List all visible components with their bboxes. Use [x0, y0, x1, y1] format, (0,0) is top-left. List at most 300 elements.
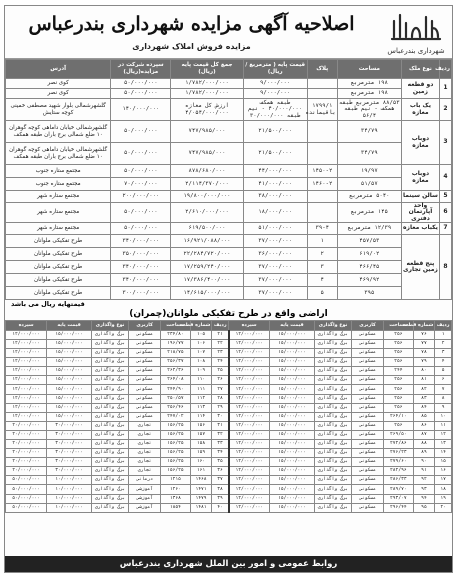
column-header: مساحت — [161, 320, 190, 330]
property-area: ۳۹۵ — [337, 286, 401, 299]
property-area: ۱۲/۳۹ مترمربع — [337, 222, 401, 234]
property-plaque: ۵ — [307, 286, 337, 299]
lot-row — [6, 430, 452, 439]
lot-cell: ۳۸ — [212, 485, 229, 494]
column-header: ردیف — [212, 320, 229, 330]
lot-cell: ۲۷ — [212, 385, 229, 394]
property-plaque: ۱۷۹۹/۱ باقیمانده — [307, 99, 337, 121]
property-total: ۱۷/۲۵۹/۲۴۰/۰۰۰ — [171, 260, 243, 273]
lot-cell: برگ واگذاری — [314, 430, 351, 439]
lot-cell: مسکونی — [352, 403, 384, 412]
lot-cell: ۱۵/۰۰۰/۰۰۰ — [47, 412, 92, 421]
lot-cell: برگ واگذاری — [314, 458, 351, 467]
property-price: ۳۷/۰۰۰/۰۰۰ — [243, 260, 307, 273]
row-number: 2 — [439, 99, 451, 121]
lot-cell: برگ واگذاری — [314, 367, 351, 376]
lot-cell: ۱۵/۰۰۰/۰۰۰ — [270, 485, 315, 494]
lot-cell: ۱۵۶/۲۵ — [161, 449, 190, 458]
property-plaque: ۳ — [307, 260, 337, 273]
lot-cell: درمانی — [129, 476, 161, 485]
property-address: گلشهرشمالی خیابان داماهی کوچه گوهران ۱۰ ضلع شمالی برج باران طبقه همکف — [6, 143, 111, 165]
property-plaque — [307, 143, 337, 165]
property-row — [6, 178, 452, 191]
lot-cell: ۱۵/۰۰۰/۰۰۰ — [270, 376, 315, 385]
property-area: ۱۹/۹۷ — [337, 165, 401, 178]
lot-cell: ۱۲/۰۰۰/۰۰۰ — [229, 476, 270, 485]
lot-cell: ۱۰/۰۰۰/۰۰۰ — [47, 503, 92, 512]
property-deposit: ۵۰/۰۰۰/۰۰۰ — [111, 203, 171, 223]
lot-cell: تجاری — [129, 440, 161, 449]
property-deposit: ۲۰۰/۰۰۰/۰۰۰ — [111, 191, 171, 203]
property-price: ۹/۰۰۰/۰۰۰ — [243, 79, 307, 89]
property-row — [6, 222, 452, 234]
lot-cell: ۲۸ — [212, 394, 229, 403]
lot-cell: آموزشی — [129, 503, 161, 512]
lot-cell: تجاری — [129, 449, 161, 458]
lot-cell: ۱۴۷۱ — [190, 485, 212, 494]
property-deposit: ۳۴۰/۰۰۰/۰۰۰ — [111, 260, 171, 273]
lot-cell: ۱۵۶/۲۵ — [161, 440, 190, 449]
lot-cell: ۱۲/۰۰۰/۰۰۰ — [229, 376, 270, 385]
logo-emblem-icon — [388, 9, 444, 43]
lot-cell: ۱۲۱۵ — [161, 476, 190, 485]
column-header: مساحت — [384, 320, 413, 330]
property-plaque: ۲ — [307, 247, 337, 260]
lots-table — [5, 320, 452, 513]
lot-cell: ۱۵/۰۰۰/۰۰۰ — [270, 367, 315, 376]
lot-cell: مسکونی — [352, 394, 384, 403]
column-header: شماره قطعه — [190, 320, 212, 330]
lot-cell: ۱۲/۰۰۰/۰۰۰ — [229, 421, 270, 430]
lot-cell: ۱۶۰ — [190, 458, 212, 467]
property-deposit: ۱۴۰/۰۰۰/۰۰۰ — [111, 99, 171, 121]
lot-row — [6, 403, 452, 412]
lot-cell: برگ واگذاری — [91, 440, 128, 449]
lot-cell: ۱۲/۰۰۰/۰۰۰ — [6, 339, 47, 348]
lot-row — [6, 358, 452, 367]
lot-cell: ۱۴۷۹ — [190, 494, 212, 503]
lot-cell: ۱۲/۰۰۰/۰۰۰ — [6, 367, 47, 376]
lot-cell: ۵۰/۰۰۰/۰۰۰ — [6, 503, 47, 512]
lot-cell: ۱۸ — [435, 485, 452, 494]
lot-cell: مسکونی — [352, 367, 384, 376]
property-price: ۲۱/۵۰۰/۰۰۰ — [243, 143, 307, 165]
property-row — [6, 234, 452, 247]
lot-cell: برگ واگذاری — [91, 476, 128, 485]
lot-cell: ۳۷ — [212, 476, 229, 485]
lot-cell: ۸۸ — [413, 440, 435, 449]
property-area: ۸۸/۵۳ مترمربع طبقه همکف - نیم طبقه ۵۶/۴ — [339, 100, 400, 119]
property-row — [6, 89, 452, 99]
lot-cell: ۳۳ — [212, 440, 229, 449]
lot-cell: مسکونی — [129, 403, 161, 412]
lot-cell: ۱۲/۰۰۰/۰۰۰ — [229, 458, 270, 467]
lot-cell: ۴ — [435, 358, 452, 367]
lot-cell: مسکونی — [352, 467, 384, 476]
lot-cell: برگ واگذاری — [314, 449, 351, 458]
lot-cell: ۲۵۶ — [384, 330, 413, 339]
property-address: طرح تفکیکی ملوانان — [6, 247, 111, 260]
property-row — [6, 203, 452, 223]
property-plaque: ۱ — [307, 234, 337, 247]
lot-cell: ۱۲/۰۰۰/۰۰۰ — [229, 467, 270, 476]
column-header: نوع واگذاری — [91, 320, 128, 330]
property-area: ۱۹۸ مترمربع — [337, 89, 401, 99]
lot-cell: برگ واگذاری — [91, 485, 128, 494]
lot-cell: برگ واگذاری — [91, 494, 128, 503]
lot-cell: ۲۰/۰۰۰/۰۰۰ — [6, 467, 47, 476]
property-type: دوباب مغازه — [401, 165, 439, 191]
column-header: قیمت پایه — [47, 320, 92, 330]
lot-cell: تجاری — [129, 421, 161, 430]
lot-row — [6, 412, 452, 421]
lot-cell: ۱۱۱ — [190, 385, 212, 394]
lot-cell: برگ واگذاری — [91, 503, 128, 512]
property-total: ۱۷/۳۸۶/۴۰۰/۰۰۰ — [171, 273, 243, 286]
property-type: پنج قطعه زمین تجاری — [401, 234, 439, 299]
property-total: ۲۲/۲۸۴/۷۲۰/۰۰۰ — [171, 247, 243, 260]
lot-cell: ۳۵ — [212, 458, 229, 467]
column-header: نوع واگذاری — [314, 320, 351, 330]
property-plaque: ۳۹-۴ — [307, 222, 337, 234]
lot-cell: برگ واگذاری — [314, 394, 351, 403]
lot-cell: تجاری — [129, 458, 161, 467]
lot-cell: ۱۲/۰۰۰/۰۰۰ — [229, 449, 270, 458]
lot-cell: ۲۳۴/۸۰ — [161, 330, 190, 339]
property-deposit: ۵۰/۰۰۰/۰۰۰ — [111, 165, 171, 178]
lot-cell: ۱۲/۰۰۰/۰۰۰ — [6, 412, 47, 421]
lot-cell: مسکونی — [129, 367, 161, 376]
lot-cell: ۱۵۶/۲۵ — [161, 430, 190, 439]
row-number: 1 — [439, 79, 451, 99]
property-total: ۲/۶۱۰/۰۰۰/۰۰۰ — [171, 203, 243, 223]
lot-cell: ۱۵/۰۰۰/۰۰۰ — [270, 494, 315, 503]
lot-row — [6, 330, 452, 339]
lot-row — [6, 449, 452, 458]
lot-cell: مسکونی — [352, 476, 384, 485]
property-area: ۳۴/۷۹ — [337, 121, 401, 143]
lot-cell: ۱۳۶۸ — [161, 494, 190, 503]
property-address: مجتمع ستاره جنوب — [6, 178, 111, 191]
lot-cell: ۱۵/۰۰۰/۰۰۰ — [47, 394, 92, 403]
row-number: 6 — [439, 203, 451, 223]
lot-cell: ۱۰۹ — [190, 367, 212, 376]
lot-cell: ۸۱ — [413, 376, 435, 385]
lot-cell: برگ واگذاری — [314, 503, 351, 512]
lot-cell: ۱۲/۰۰۰/۰۰۰ — [229, 403, 270, 412]
lot-cell: برگ واگذاری — [314, 485, 351, 494]
lot-cell: برگ واگذاری — [314, 440, 351, 449]
property-price: طبقه همکف ۴۰/۰۰۰/۰۰۰ - نیم طبقه ۳۰/۰۰۰/۰۰۰ — [243, 99, 307, 121]
lot-cell: ۱۶ — [435, 467, 452, 476]
column-header: پلاک — [307, 60, 337, 79]
lot-cell: ۸۵ — [413, 412, 435, 421]
lot-cell: ۱۵/۰۰۰/۰۰۰ — [47, 376, 92, 385]
property-plaque: ۴ — [307, 273, 337, 286]
lot-cell: برگ واگذاری — [314, 358, 351, 367]
property-total: ۱/۷۸۲/۰۰۰/۰۰۰ — [171, 79, 243, 89]
row-number: 4 — [439, 165, 451, 191]
property-price: ۳۷/۰۰۰/۰۰۰ — [243, 234, 307, 247]
lot-cell: ۲۴۷/۰۲ — [161, 412, 190, 421]
property-plaque — [307, 89, 337, 99]
lot-cell: ۹۵ — [413, 503, 435, 512]
lot-cell: ۱۲/۰۰۰/۰۰۰ — [6, 376, 47, 385]
column-header: قیمت پایه ( مترمربع /ریال) — [243, 60, 307, 79]
lot-cell: برگ واگذاری — [314, 494, 351, 503]
currency-note: قیمتهایه ریال می باشد — [11, 299, 85, 308]
lot-row — [6, 349, 452, 358]
lot-cell: ۱۵/۰۰۰/۰۰۰ — [270, 467, 315, 476]
lot-cell: ۱۲/۰۰۰/۰۰۰ — [6, 349, 47, 358]
lot-cell: ۲۰/۰۰۰/۰۰۰ — [6, 458, 47, 467]
lot-cell: ۱۰/۰۰۰/۰۰۰ — [47, 494, 92, 503]
lot-row — [6, 394, 452, 403]
property-row — [6, 79, 452, 89]
lot-cell: ۲۵۶ — [384, 394, 413, 403]
property-deposit: ۷۰/۰۰۰/۰۰۰ — [111, 178, 171, 191]
lot-cell: ۱۲/۰۰۰/۰۰۰ — [229, 339, 270, 348]
lot-cell: ۱۹ — [435, 494, 452, 503]
property-type: واحد آپارتمان دفتری — [401, 203, 439, 223]
property-address: طرح تفکیکی ملوانان — [6, 234, 111, 247]
lot-row — [6, 503, 452, 512]
lot-cell: ۹۲ — [413, 476, 435, 485]
property-total: ۱/۷۸۲/۰۰۰/۰۰۰ — [171, 89, 243, 99]
lot-cell: ۵۰/۰۰۰/۰۰۰ — [6, 476, 47, 485]
column-header: نوع ملک — [401, 60, 439, 79]
property-address: طرح تفکیکی ملوانان — [6, 273, 111, 286]
lot-cell: ۲۵۶/۴۶ — [161, 403, 190, 412]
property-row — [6, 286, 452, 299]
property-price: ۲۱/۵۰۰/۰۰۰ — [243, 121, 307, 143]
lot-cell: ۳۰/۰۰۰/۰۰۰ — [47, 430, 92, 439]
ad-subtitle: مزایده فروش املاک شهرداری — [132, 42, 251, 51]
lot-cell: ۳۰/۰۰۰/۰۰۰ — [47, 467, 92, 476]
lot-cell: ۹۰ — [413, 458, 435, 467]
property-total: ۸۷۸/۶۸۰/۰۰۰ — [171, 165, 243, 178]
lot-cell: ۸۹ — [413, 449, 435, 458]
lot-cell: ۱۹۶/۷۷ — [161, 339, 190, 348]
lot-cell: ۷۶ — [413, 330, 435, 339]
lot-cell: ۷۸ — [413, 349, 435, 358]
lot-cell: ۲۵ — [212, 367, 229, 376]
lot-cell: ۱۵/۰۰۰/۰۰۰ — [47, 358, 92, 367]
lot-cell: ۱۵/۰۰۰/۰۰۰ — [270, 358, 315, 367]
property-area: ۵۰۴۰ مترمربع — [337, 191, 401, 203]
property-deposit: ۳۵۰/۰۰۰/۰۰۰ — [111, 247, 171, 260]
lot-cell: برگ واگذاری — [314, 403, 351, 412]
property-address: مجتمع ستاره شهر — [6, 191, 111, 203]
lot-row — [6, 458, 452, 467]
lot-cell: مسکونی — [129, 394, 161, 403]
lot-cell: ۸۷ — [413, 430, 435, 439]
property-total: ۶۱۹/۵۰۰/۰۰۰ — [171, 222, 243, 234]
lot-cell: ۱۱ — [435, 421, 452, 430]
lot-cell: برگ واگذاری — [91, 358, 128, 367]
lot-cell: مسکونی — [352, 349, 384, 358]
lot-cell: ۱۰ — [435, 412, 452, 421]
lot-cell: ۱۲ — [435, 430, 452, 439]
lot-cell: برگ واگذاری — [314, 339, 351, 348]
lot-cell: ۱۷ — [435, 476, 452, 485]
lot-cell: ۹۱ — [413, 467, 435, 476]
lot-cell: ۱۰۷ — [190, 349, 212, 358]
property-deposit: ۵۰/۰۰۰/۰۰۰ — [111, 89, 171, 99]
row-number: 3 — [439, 121, 451, 165]
column-header: آدرس — [6, 60, 111, 79]
lot-cell: ۱۵۷ — [190, 430, 212, 439]
lot-cell: برگ واگذاری — [91, 412, 128, 421]
properties-table-header — [6, 60, 452, 79]
property-plaque — [307, 203, 337, 223]
lot-row — [6, 339, 452, 348]
lot-cell: برگ واگذاری — [314, 376, 351, 385]
lot-cell: ۱۵۸ — [190, 440, 212, 449]
lot-cell: مسکونی — [352, 458, 384, 467]
property-price: ۴۱/۰۰۰/۰۰۰ — [243, 178, 307, 191]
lot-cell: ۱۵ — [435, 458, 452, 467]
property-deposit: ۳۴۰/۰۰۰/۰۰۰ — [111, 273, 171, 286]
lot-cell: برگ واگذاری — [314, 421, 351, 430]
lot-cell: مسکونی — [352, 494, 384, 503]
lot-cell: ۲۵۶ — [384, 403, 413, 412]
lot-cell: ۱۲/۰۰۰/۰۰۰ — [229, 412, 270, 421]
lot-cell: ۸۳ — [413, 394, 435, 403]
column-header: کاربری — [129, 320, 161, 330]
lot-cell: مسکونی — [129, 330, 161, 339]
ad-title: اصلاحیه آگهی مزایده شهرداری بندرعباس — [28, 13, 355, 35]
property-address: کوی نصر — [6, 89, 111, 99]
lot-cell: ۱۲۶۰ — [161, 485, 190, 494]
lot-cell: ۲۹۳/۰۷ — [384, 494, 413, 503]
property-price: ۳۶/۰۰۰/۰۰۰ — [243, 247, 307, 260]
lot-cell: ۲۶۹/۵۰ — [384, 430, 413, 439]
lot-cell: ۱۲/۰۰۰/۰۰۰ — [6, 394, 47, 403]
publisher-footer: روابط عمومی و امور بین الملل شهرداری بندرعباس — [5, 556, 452, 572]
lot-cell: ۱۲/۰۰۰/۰۰۰ — [229, 394, 270, 403]
logo-caption: شهرداری بندرعباس — [387, 47, 445, 55]
lot-cell: مسکونی — [352, 440, 384, 449]
lot-cell: ۱۱۲ — [190, 394, 212, 403]
property-row — [6, 165, 452, 178]
lot-cell: برگ واگذاری — [91, 403, 128, 412]
lot-cell: برگ واگذاری — [91, 330, 128, 339]
property-plaque — [307, 121, 337, 143]
section-title: اراضی واقع در طرح تفکیکی ملوانان(چمران) — [129, 308, 328, 319]
lot-cell: مسکونی — [352, 412, 384, 421]
property-type: یک باب مغازه — [401, 99, 439, 121]
lot-cell: ۲۵۶ — [384, 358, 413, 367]
lot-cell: ۱۵/۰۰۰/۰۰۰ — [270, 476, 315, 485]
column-header: سپرده — [6, 320, 47, 330]
lot-cell: برگ واگذاری — [91, 367, 128, 376]
lot-cell: ۲۵۶/۳۷ — [161, 358, 190, 367]
property-deposit: ۵۰/۰۰۰/۰۰۰ — [111, 121, 171, 143]
lot-cell: ۲۴ — [212, 358, 229, 367]
lot-cell: ۱۵/۰۰۰/۰۰۰ — [47, 330, 92, 339]
lot-cell: ۱۵/۰۰۰/۰۰۰ — [270, 449, 315, 458]
lot-cell: ۲۰ — [435, 503, 452, 512]
property-area: ۱۴۵ مترمربع — [337, 203, 401, 223]
lot-cell: برگ واگذاری — [91, 385, 128, 394]
lot-cell: مسکونی — [352, 376, 384, 385]
property-deposit: ۵۰/۰۰۰/۰۰۰ — [111, 143, 171, 165]
lot-cell: ۱۵۶/۲۵ — [161, 458, 190, 467]
lot-cell: ۵۰/۰۰۰/۰۰۰ — [6, 485, 47, 494]
lot-row — [6, 476, 452, 485]
lot-cell: مسکونی — [352, 358, 384, 367]
lot-cell: ۴۰ — [212, 503, 229, 512]
lot-cell: برگ واگذاری — [314, 349, 351, 358]
property-area: ۱۹۸ مترمربع — [337, 79, 401, 89]
lot-cell: ۱۲/۰۰۰/۰۰۰ — [6, 358, 47, 367]
lot-cell: ۸۶ — [413, 421, 435, 430]
lot-cell: برگ واگذاری — [314, 476, 351, 485]
lot-cell: ۱۵/۰۰۰/۰۰۰ — [47, 385, 92, 394]
lot-cell: مسکونی — [352, 330, 384, 339]
lot-cell: ۱۵/۰۰۰/۰۰۰ — [47, 403, 92, 412]
lot-cell: ۸۴ — [413, 403, 435, 412]
column-header: سپرده شرکت در مزایده(ریال) — [111, 60, 171, 79]
lot-row — [6, 467, 452, 476]
lot-cell: ۷۷ — [413, 339, 435, 348]
column-header: شماره قطعه — [413, 320, 435, 330]
lot-cell: ۲۵۶ — [384, 421, 413, 430]
lot-cell: ۳۹ — [212, 494, 229, 503]
lot-cell: ۷۹ — [413, 358, 435, 367]
property-area: ۵۱/۵۷ — [337, 178, 401, 191]
lot-cell: ۳۱ — [212, 421, 229, 430]
lot-cell: ۲۵۶ — [384, 349, 413, 358]
lot-cell: ۵ — [435, 367, 452, 376]
property-deposit: ۳۰۰/۰۰۰/۰۰۰ — [111, 286, 171, 299]
property-price: ۳۷/۰۰۰/۰۰۰ — [243, 286, 307, 299]
column-header: ردیف — [439, 60, 451, 79]
lot-cell: ۱۵/۰۰۰/۰۰۰ — [270, 403, 315, 412]
lot-cell: مسکونی — [352, 449, 384, 458]
property-row — [6, 191, 452, 203]
lot-cell: مسکونی — [129, 385, 161, 394]
lot-cell: ۱۵۶/۲۵ — [161, 421, 190, 430]
lot-cell: ۸۲ — [413, 385, 435, 394]
property-address: طرح تفکیکی ملوانان — [6, 286, 111, 299]
lot-cell: ۲۸۹/۷۰ — [384, 485, 413, 494]
property-total: ۷۴۷/۹۸۵/۰۰۰ — [171, 121, 243, 143]
lot-cell: مسکونی — [352, 421, 384, 430]
lot-cell: ۱۴۸۱ — [190, 503, 212, 512]
ad-header — [5, 6, 452, 59]
property-row — [6, 247, 452, 260]
property-row — [6, 121, 452, 143]
lot-cell: ۲۰/۰۰۰/۰۰۰ — [6, 430, 47, 439]
lot-cell: ۱۲/۰۰۰/۰۰۰ — [229, 503, 270, 512]
lot-row — [6, 376, 452, 385]
property-deposit: ۳۴۰/۰۰۰/۰۰۰ — [111, 234, 171, 247]
property-type: دوباب مغازه — [401, 121, 439, 165]
property-deposit: ۵۰/۰۰۰/۰۰۰ — [111, 79, 171, 89]
property-type: دو قطعه زمین — [401, 79, 439, 99]
lot-cell: ۱۲/۰۰۰/۰۰۰ — [229, 385, 270, 394]
lot-cell: برگ واگذاری — [91, 430, 128, 439]
lot-cell: ۱۵/۰۰۰/۰۰۰ — [270, 412, 315, 421]
row-number: 5 — [439, 191, 451, 203]
property-address: کوی نصر — [6, 79, 111, 89]
lot-cell: ۲۷۲/۸۶ — [384, 440, 413, 449]
lot-cell: ۱۲/۰۰۰/۰۰۰ — [6, 385, 47, 394]
lot-row — [6, 485, 452, 494]
lot-cell: ۸۰ — [413, 367, 435, 376]
